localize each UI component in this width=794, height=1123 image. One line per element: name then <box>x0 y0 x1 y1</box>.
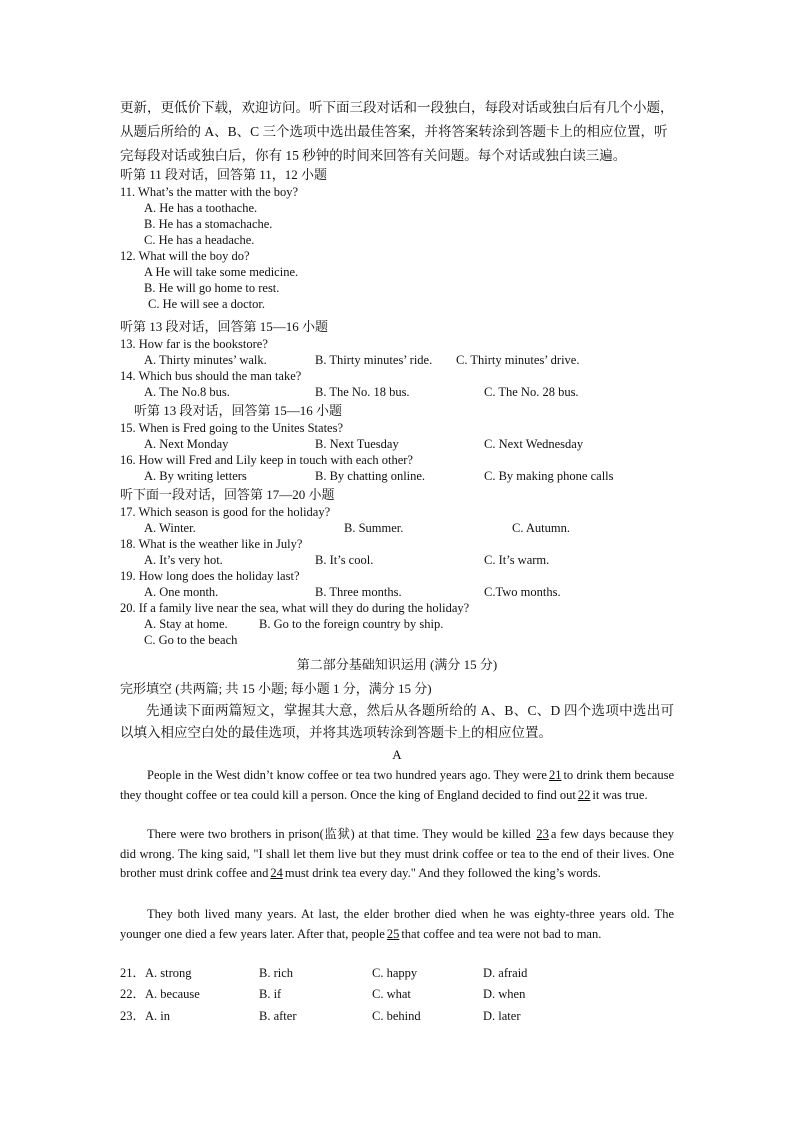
options-16 <box>120 468 680 484</box>
listening-section-1 <box>120 166 680 312</box>
question-13: 13. How far is the bookstore? <box>120 337 268 351</box>
passage-text: to drink them because they thought coffee or tea could kill a person. Once the king of England decided to find out <box>120 768 674 802</box>
option-15a: A. Next Monday <box>144 437 229 451</box>
option-11c: C. He has a headache. <box>144 233 255 247</box>
passage-text: People in the West didn’t know coffee or tea two hundred years ago. They were <box>147 768 547 782</box>
question-16: 16. How will Fred and Lily keep in touch with each other? <box>120 453 413 467</box>
intro-paragraph: 更新，更低价下载，欢迎访问。听下面三段对话和一段独白，每段对话或独白后有几个小题，从题后所给的 A、B、C 三个选项中选出最佳答案，并将答案转涂到答题卡上的相应位置，听完每段对话或独白后，你有 15 秒钟的时间来回答有关问题。每个对话或独白读三遍。 <box>120 100 674 163</box>
option-15b: B. Next Tuesday <box>315 437 399 451</box>
question-12: 12. What will the boy do? <box>120 249 250 263</box>
option-19a: A. One month. <box>144 585 219 599</box>
answer-22a: 22．A. because <box>120 987 200 1001</box>
passage-label: A <box>392 747 402 762</box>
options-20 <box>120 616 680 632</box>
option-13b: B. Thirty minutes’ ride. <box>315 353 433 367</box>
answer-row-22 <box>120 984 680 1004</box>
answer-23a: 23．A. in <box>120 1009 171 1023</box>
option-17c: C. Autumn. <box>512 521 570 535</box>
passage-paragraph-2 <box>120 825 674 884</box>
option-16b: B. By chatting online. <box>315 469 426 483</box>
options-14 <box>120 384 680 400</box>
passage-text: They both lived many years. At last, the elder brother died when he was eighty-three years old. The younger one died a few years later. After that, people <box>120 907 674 941</box>
option-14c: C. The No. 28 bus. <box>484 385 579 399</box>
option-15c: C. Next Wednesday <box>484 437 584 451</box>
passage-text: There were two brothers in prison(监狱) at that time. They would be killed <box>147 827 535 841</box>
answer-23b: B. after <box>259 1009 297 1023</box>
passage-text: it was true. <box>592 787 648 802</box>
section-heading: 听第 11 段对话，回答第 11，12 小题 <box>120 167 328 182</box>
answer-22b: B. if <box>259 987 282 1001</box>
option-12c: C. He will see a doctor. <box>148 297 265 311</box>
answer-23d: D. later <box>483 1009 521 1023</box>
option-19c: C.Two months. <box>484 585 561 599</box>
question-11: 11. What’s the matter with the boy? <box>120 185 299 199</box>
part2-title: 第二部分基础知识运用 (满分 15 分) <box>296 657 498 672</box>
answer-row-21 <box>120 963 680 983</box>
answer-21b: B. rich <box>259 966 294 980</box>
option-17a: A. Winter. <box>144 521 196 535</box>
options-19 <box>120 584 680 600</box>
answer-21d: D. afraid <box>483 966 528 980</box>
option-11b: B. He has a stomachache. <box>144 217 273 231</box>
passage-paragraph-1 <box>120 766 674 805</box>
question-20: 20. If a family live near the sea, what will they do during the holiday? <box>120 601 470 615</box>
question-14: 14. Which bus should the man take? <box>120 369 302 383</box>
part2-instruction: 先通读下面两篇短文，掌握其大意，然后从各题所给的 A、B、C、D 四个选项中选出可以填入相应空白处的最佳选项，并将其选项转涂到答题卡上的相应位置。 <box>120 703 674 740</box>
passage-paragraph-3 <box>120 905 674 944</box>
blank-25: 25 <box>386 926 400 941</box>
option-14a: A. The No.8 bus. <box>144 385 230 399</box>
passage-text: that coffee and tea were not bad to man. <box>401 926 602 941</box>
option-12b: B. He will go home to rest. <box>144 281 280 295</box>
option-20b: B. Go to the foreign country by ship. <box>259 617 444 631</box>
options-17 <box>120 520 680 536</box>
blank-24: 24 <box>270 866 283 880</box>
blank-21: 21 <box>548 768 562 782</box>
answer-23c: C. behind <box>372 1009 421 1023</box>
option-20a: A. Stay at home. <box>144 617 228 631</box>
options-18 <box>120 552 680 568</box>
option-13c: C. Thirty minutes’ drive. <box>456 353 580 367</box>
section-heading: 听下面一段对话，回答第 17—20 小题 <box>120 487 335 502</box>
blank-23: 23 <box>536 827 549 841</box>
question-15: 15. When is Fred going to the Unites States? <box>120 421 344 435</box>
option-12a: A He will take some medicine. <box>144 265 299 279</box>
option-20c: C. Go to the beach <box>144 633 238 647</box>
listening-section-4 <box>120 486 680 648</box>
passage-text: must drink tea every day." And they followed the king’s words. <box>284 866 601 880</box>
option-19b: B. Three months. <box>315 585 402 599</box>
section-heading: 听第 13 段对话，回答第 15—16 小题 <box>134 403 343 418</box>
listening-section-2 <box>120 318 680 400</box>
answer-21a: 21．A. strong <box>120 966 192 980</box>
options-13 <box>120 352 680 368</box>
option-18c: C. It’s warm. <box>484 553 550 567</box>
answer-row-23 <box>120 1006 680 1026</box>
option-18b: B. It’s cool. <box>315 553 374 567</box>
option-11a: A. He has a toothache. <box>144 201 258 215</box>
blank-22: 22 <box>577 787 591 802</box>
answer-22c: C. what <box>372 987 411 1001</box>
listening-section-3 <box>120 402 680 484</box>
question-19: 19. How long does the holiday last? <box>120 569 300 583</box>
passage-text: a few days because they did wrong. The king said, "I shall let them live but they must drink coffee or tea to the end of their lives. One brother must drink coffee and <box>120 827 674 880</box>
question-18: 18. What is the weather like in July? <box>120 537 303 551</box>
option-14b: B. The No. 18 bus. <box>315 385 410 399</box>
option-13a: A. Thirty minutes’ walk. <box>144 353 267 367</box>
question-17: 17. Which season is good for the holiday? <box>120 505 331 519</box>
option-16c: C. By making phone calls <box>484 469 614 483</box>
section-heading: 听第 13 段对话，回答第 15—16 小题 <box>120 319 329 334</box>
option-17b: B. Summer. <box>344 521 404 535</box>
option-18a: A. It’s very hot. <box>144 553 223 567</box>
answer-22d: D. when <box>483 987 526 1001</box>
part2-subtitle: 完形填空 (共两篇; 共 15 小题; 每小题 1 分，满分 15 分) <box>120 681 432 696</box>
option-16a: A. By writing letters <box>144 469 247 483</box>
answer-21c: C. happy <box>372 966 418 980</box>
options-15 <box>120 436 680 452</box>
